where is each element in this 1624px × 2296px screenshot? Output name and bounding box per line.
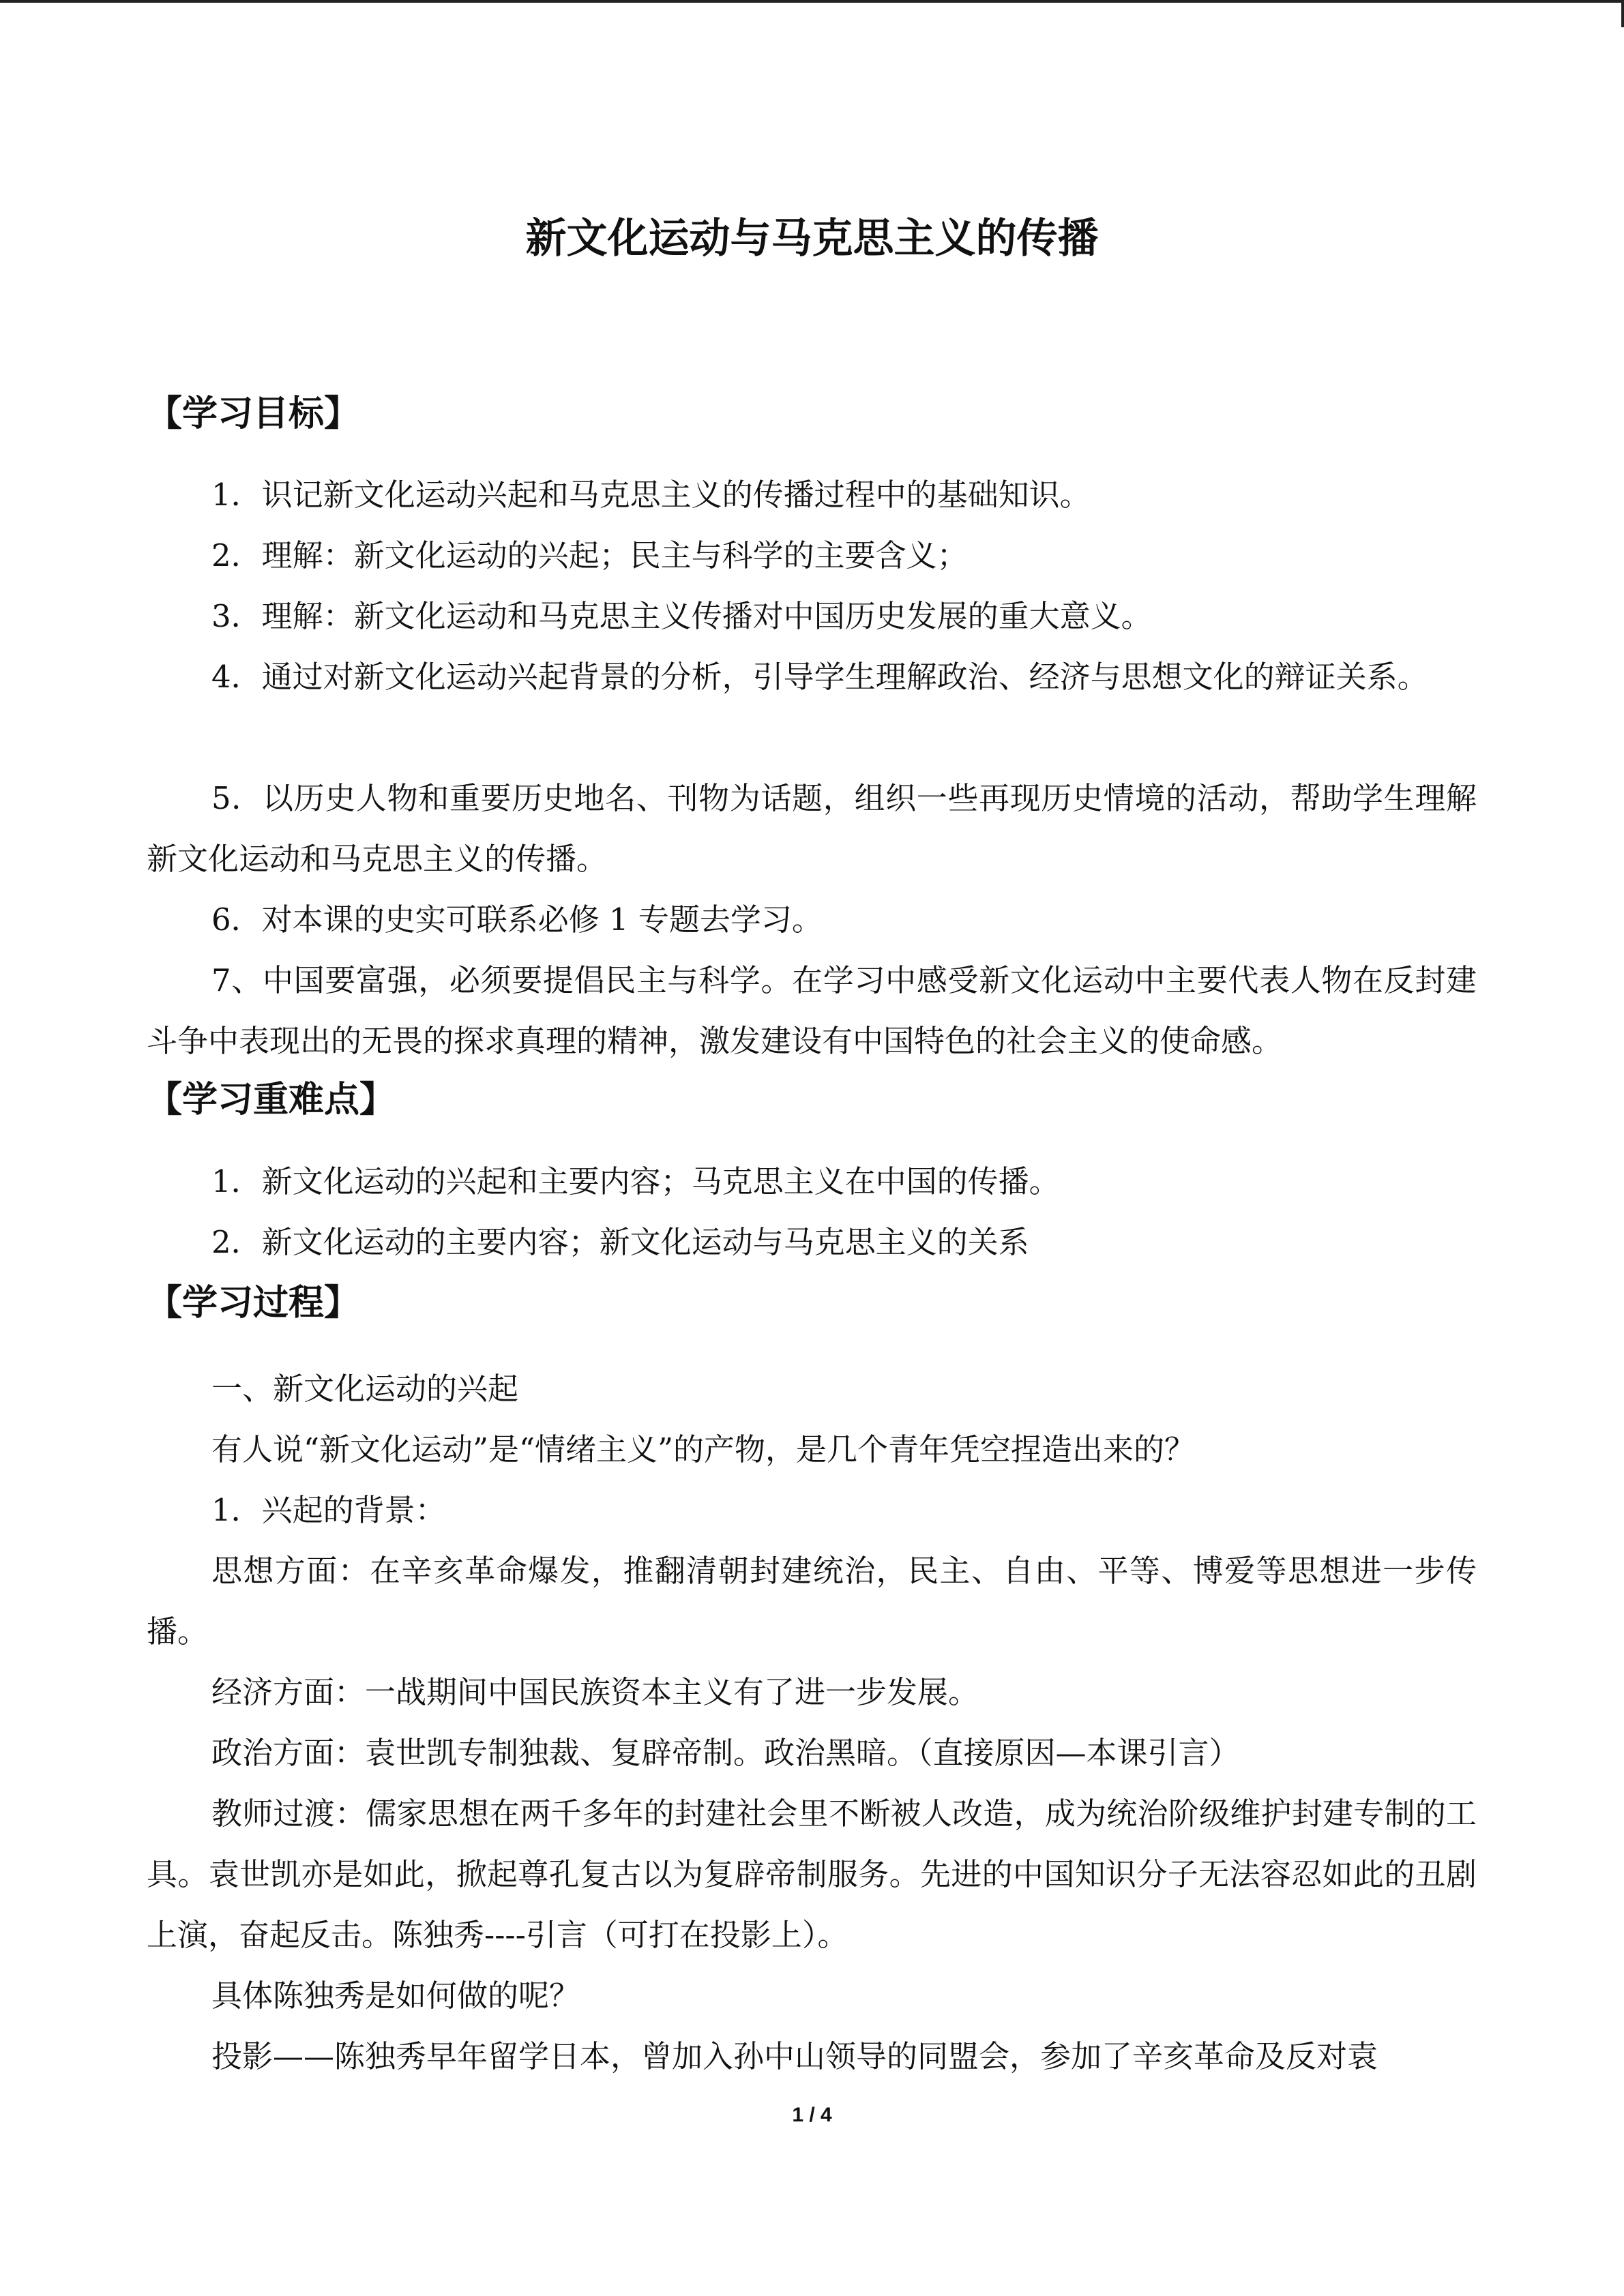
goal-item-3: 3．理解：新文化运动和马克思主义传播对中国历史发展的重大意义。 xyxy=(211,598,1152,634)
section-heading-goals: 【学习目标】 xyxy=(147,393,360,434)
goal-item-4: 4．通过对新文化运动兴起背景的分析，引导学生理解政治、经济与思想文化的辩证关系。 xyxy=(211,659,1428,695)
page-number: 1 / 4 xyxy=(792,2104,832,2126)
section-heading-key-points: 【学习重难点】 xyxy=(147,1079,396,1120)
goal-item-5: 5．以历史人物和重要历史地名、刊物为话题，组织一些再现历史情境的活动，帮助学生理解新文化运动和马克思主义的传播。 xyxy=(147,780,1477,877)
key-point-2: 2．新文化运动的主要内容；新文化运动与马克思主义的关系 xyxy=(211,1224,1029,1260)
process-subheading: 一、新文化运动的兴起 xyxy=(211,1371,519,1407)
goal-item-1: 1．识记新文化运动兴起和马克思主义的传播过程中的基础知识。 xyxy=(211,477,1091,513)
key-point-1: 1．新文化运动的兴起和主要内容；马克思主义在中国的传播。 xyxy=(211,1163,1060,1199)
process-economy: 经济方面：一战期间中国民族资本主义有了进一步发展。 xyxy=(211,1674,979,1710)
process-ideology: 思想方面：在辛亥革命爆发，推翻清朝封建统治，民主、自由、平等、博爱等思想进一步传播。 xyxy=(147,1553,1477,1650)
goal-item-7: 7、中国要富强，必须要提倡民主与科学。在学习中感受新文化运动中主要代表人物在反封建斗争中表现出的无畏的探求真理的精神，激发建设有中国特色的社会主义的使命感。 xyxy=(147,962,1477,1059)
process-projection: 投影——陈独秀早年留学日本，曾加入孙中山领导的同盟会，参加了辛亥革命及反对袁 xyxy=(211,2038,1378,2074)
process-politics: 政治方面：袁世凯专制独裁、复辟帝制。政治黑暗。（直接原因—本课引言） xyxy=(211,1735,1240,1771)
process-teacher-transition: 教师过渡：儒家思想在两千多年的封建社会里不断被人改造，成为统治阶级维护封建专制的工具。袁世凯亦是如此，掀起尊孔复古以为复辟帝制服务。先进的中国知识分子无法容忍如此的丑剧上演，奋起反击。陈独秀----引言（可打在投影上）。 xyxy=(147,1795,1477,1953)
process-background-title: 1．兴起的背景： xyxy=(211,1492,446,1528)
process-question-chen: 具体陈独秀是如何做的呢？ xyxy=(211,1978,580,2014)
process-question: 有人说“新文化运动”是“情绪主义”的产物，是几个青年凭空捏造出来的？ xyxy=(211,1431,1196,1467)
goal-item-6: 6．对本课的史实可联系必修 1 专题去学习。 xyxy=(211,901,823,938)
section-heading-process: 【学习过程】 xyxy=(147,1283,360,1324)
goal-item-2: 2．理解：新文化运动的兴起；民主与科学的主要含义； xyxy=(211,537,968,573)
page-title: 新文化运动与马克思主义的传播 xyxy=(525,215,1099,263)
